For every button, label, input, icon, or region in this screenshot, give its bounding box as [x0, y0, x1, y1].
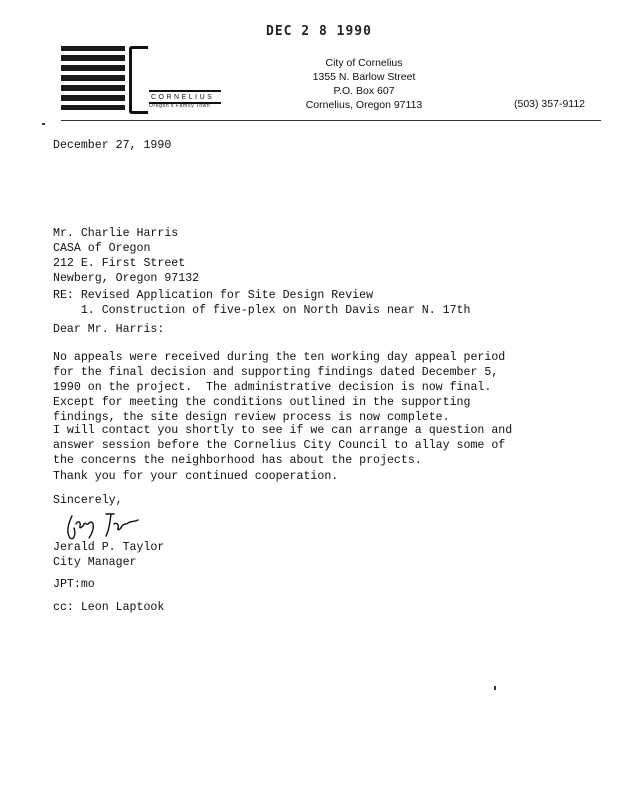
letter-date: December 27, 1990	[53, 139, 172, 152]
received-date-stamp: DEC 2 8 1990	[266, 24, 372, 39]
paragraph-line: for the final decision and supporting findings dated December 5,	[53, 366, 499, 379]
phone-number: (503) 357-9112	[514, 98, 586, 110]
logo-name: CORNELIUS	[151, 94, 215, 101]
signer-title: City Manager	[53, 556, 137, 569]
body-paragraph-1	[53, 350, 505, 425]
logo-c-mark	[129, 46, 148, 114]
recipient-block	[53, 226, 199, 286]
letterhead-rule	[61, 120, 601, 121]
paragraph-line: 1990 on the project. The administrative decision is now final.	[53, 381, 492, 394]
subject-item: 1. Construction of five-plex on North Davis near N. 17th	[53, 304, 471, 317]
logo-tagline: Oregon's Family Town	[149, 103, 211, 109]
paragraph-line: No appeals were received during the ten working day appeal period	[53, 351, 506, 364]
signer-name: Jerald P. Taylor	[53, 541, 165, 554]
handwritten-signature	[62, 508, 142, 542]
paragraph-line: findings, the site design review process is now complete.	[53, 411, 450, 424]
city-logo	[61, 44, 221, 112]
signature-block	[53, 540, 164, 570]
paragraph-line: answer session before the Cornelius City Council to allay some of	[53, 439, 506, 452]
carbon-copy: cc: Leon Laptook	[53, 601, 165, 614]
scan-mark	[494, 686, 496, 690]
body-paragraph-2	[53, 423, 512, 468]
body-paragraph-3: Thank you for your continued cooperation.	[53, 470, 339, 483]
salutation: Dear Mr. Harris:	[53, 323, 165, 336]
subject-line: RE: Revised Application for Site Design Review	[53, 289, 374, 302]
city-state-zip: Cornelius, Oregon 97113	[305, 99, 423, 111]
paragraph-line: Except for meeting the conditions outlined in the supporting	[53, 396, 471, 409]
recipient-street: 212 E. First Street	[53, 257, 186, 270]
scan-mark	[42, 123, 45, 125]
subject-block	[53, 288, 470, 318]
po-box: P.O. Box 607	[333, 85, 395, 97]
recipient-city: Newberg, Oregon 97132	[53, 272, 200, 285]
letterhead-address	[300, 56, 428, 112]
paragraph-line: the concerns the neighborhood has about the projects.	[53, 454, 422, 467]
org-name: City of Cornelius	[325, 57, 403, 69]
recipient-name: Mr. Charlie Harris	[53, 227, 179, 240]
paragraph-line: I will contact you shortly to see if we can arrange a question and	[53, 424, 513, 437]
typist-initials: JPT:mo	[53, 578, 95, 591]
recipient-org: CASA of Oregon	[53, 242, 151, 255]
closing: Sincerely,	[53, 494, 123, 507]
street-address: 1355 N. Barlow Street	[312, 71, 416, 83]
